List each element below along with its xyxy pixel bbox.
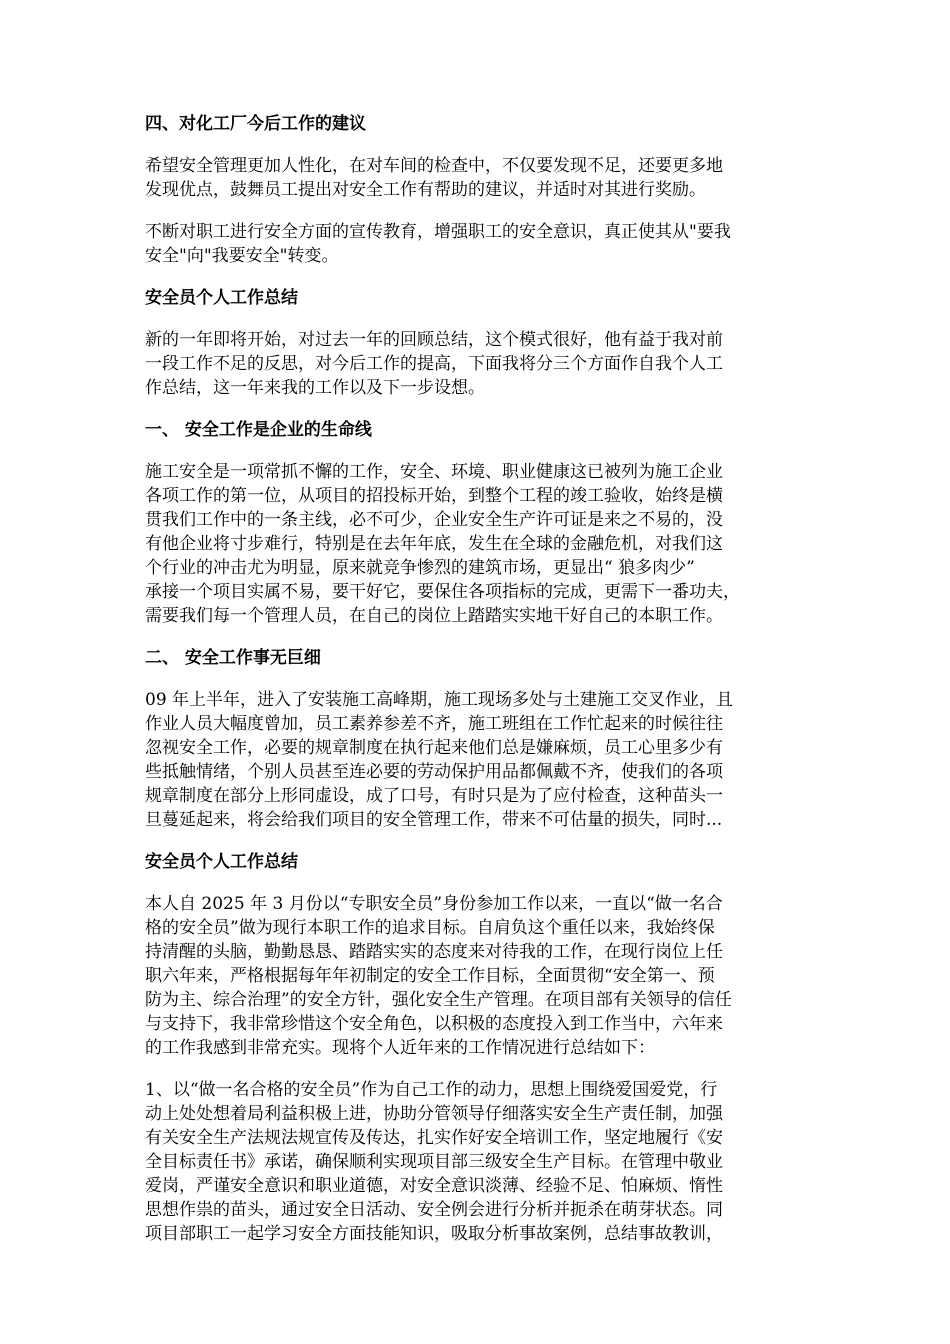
text-line: 施工安全是一项常抓不懈的工作，安全、环境、职业健康这已被列为施工企业	[145, 462, 723, 482]
text-line: 动上处处想着局利益积极上进，协助分管领导仔细落实安全生产责任制，加强	[145, 1104, 723, 1124]
section-heading	[145, 850, 807, 874]
text-line: 安全员个人工作总结	[145, 288, 298, 308]
text-line: 格的安全员”做为现行本职工作的追求目标。自肩负这个重任以来，我始终保	[145, 918, 715, 938]
section-heading	[145, 286, 807, 310]
text-line: 各项工作的第一位，从项目的招投标开始，到整个工程的竣工验收，始终是横	[145, 486, 723, 506]
paragraph	[145, 1078, 807, 1246]
text-line: 贯我们工作中的一条主线，必不可少，企业安全生产许可证是来之不易的，没	[145, 510, 723, 530]
text-line: 希望安全管理更加人性化，在对车间的检查中，不仅要发现不足，还要更多地	[145, 156, 723, 176]
text-line: 不断对职工进行安全方面的宣传教育，增强职工的安全意识，真正使其从"要我	[145, 222, 731, 242]
text-line: 旦蔓延起来，将会给我们项目的安全管理工作，带来不可估量的损失，同时...	[145, 810, 723, 830]
text-line: 发现优点，鼓舞员工提出对安全工作有帮助的建议，并适时对其进行奖励。	[145, 180, 706, 200]
paragraph	[145, 220, 807, 268]
text-line: 爱岗，严谨安全意识和职业道德，对安全意识淡薄、经验不足、怕麻烦、惰性	[145, 1176, 723, 1196]
text-line: 防为主、综合治理”的安全方针，强化安全生产管理。在项目部有关领导的信任	[145, 990, 732, 1010]
text-line: 规章制度在部分上形同虚设，成了口号，有时只是为了应付检查，这种苗头一	[145, 786, 723, 806]
document-page	[145, 112, 807, 1264]
text-line: 的工作我感到非常充实。现将个人近年来的工作情况进行总结如下：	[145, 1038, 655, 1058]
text-line: 作业人员大幅度曾加，员工素养参差不齐，施工班组在工作忙起来的时候往往	[145, 714, 723, 734]
text-line: 本人自 2025 年 3 月份以“专职安全员”身份参加工作以来，一直以“做一名合	[145, 894, 723, 914]
text-line: 职六年来，严格根据每年年初制定的安全工作目标，全面贯彻“安全第一、预	[145, 966, 715, 986]
text-line: 忽视安全工作，必要的规章制度在执行起来他们总是嫌麻烦，员工心里多少有	[145, 738, 723, 758]
text-line: 安全"向"我要安全"转变。	[145, 246, 339, 266]
section-heading	[145, 646, 807, 670]
section-heading	[145, 112, 807, 136]
paragraph	[145, 688, 807, 832]
text-line: 四、对化工厂今后工作的建议	[145, 114, 366, 134]
text-line: 持清醒的头脑，勤勤恳恳、踏踏实实的态度来对待我的工作，在现行岗位上任	[145, 942, 723, 962]
text-line: 1、以“做一名合格的安全员”作为自己工作的动力，思想上围绕爱国爱党，行	[145, 1080, 718, 1100]
paragraph	[145, 328, 807, 400]
text-line: 一、 安全工作是企业的生命线	[145, 420, 372, 440]
paragraph	[145, 154, 807, 202]
paragraph	[145, 892, 807, 1060]
text-line: 承接一个项目实属不易，要干好它，要保住各项指标的完成，更需下一番功夫，	[145, 582, 740, 602]
text-line: 些抵触情绪，个别人员甚至连必要的劳动保护用品都佩戴不齐，使我们的各项	[145, 762, 723, 782]
text-line: 新的一年即将开始，对过去一年的回顾总结，这个模式很好，他有益于我对前	[145, 330, 723, 350]
text-line: 一段工作不足的反思，对今后工作的提高，下面我将分三个方面作自我个人工	[145, 354, 723, 374]
text-line: 思想作祟的苗头，通过安全日活动、安全例会进行分析并扼杀在萌芽状态。同	[145, 1200, 723, 1220]
text-line: 个行业的冲击尤为明显，原来就竞争惨烈的建筑市场，更显出“ 狼多肉少”	[145, 558, 695, 578]
text-line: 有他企业将寸步难行，特别是在去年年底，发生在全球的金融危机，对我们这	[145, 534, 723, 554]
text-line: 需要我们每一个管理人员，在自己的岗位上踏踏实实地干好自己的本职工作。	[145, 606, 723, 626]
text-line: 作总结，这一年来我的工作以及下一步设想。	[145, 378, 485, 398]
section-heading	[145, 418, 807, 442]
text-line: 二、 安全工作事无巨细	[145, 648, 321, 668]
text-line: 全目标责任书》承诺，确保顺利实现项目部三级安全生产目标。在管理中敬业	[145, 1152, 723, 1172]
paragraph	[145, 460, 807, 628]
text-line: 有关安全生产法规法规宣传及传达，扎实作好安全培训工作，坚定地履行《安	[145, 1128, 723, 1148]
text-line: 与支持下，我非常珍惜这个安全角色，以积极的态度投入到工作当中，六年来	[145, 1014, 723, 1034]
text-line: 项目部职工一起学习安全方面技能知识，吸取分析事故案例，总结事故教训，	[145, 1224, 723, 1244]
text-line: 安全员个人工作总结	[145, 852, 298, 872]
text-line: 09 年上半年，进入了安装施工高峰期，施工现场多处与土建施工交叉作业，且	[145, 690, 734, 710]
